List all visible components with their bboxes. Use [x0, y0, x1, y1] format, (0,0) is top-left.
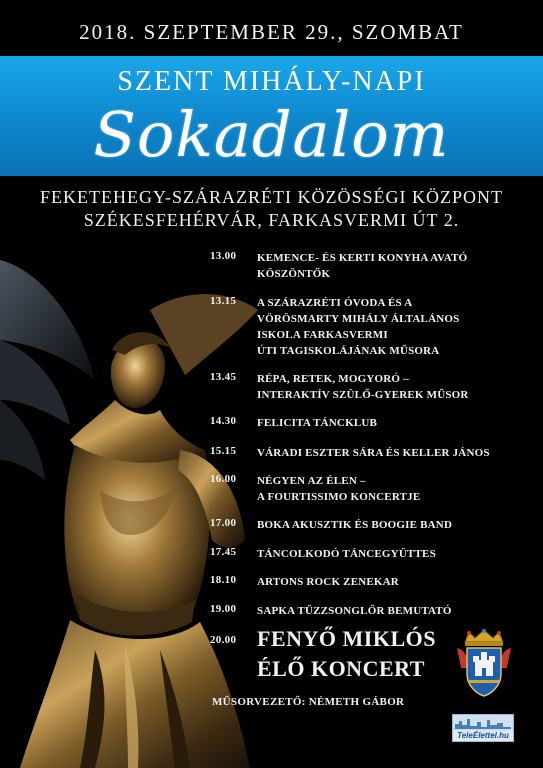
event-date: 2018. SZEPTEMBER 29., SZOMBAT: [79, 20, 464, 44]
venue-street: SZÉKESFEHÉRVÁR, FARKASVERMI ÚT 2.: [83, 210, 460, 230]
sponsor-logo: [452, 714, 514, 742]
schedule-description: [257, 445, 532, 461]
schedule-description: [257, 517, 532, 533]
title-banner: [0, 56, 543, 176]
schedule-line: NÉGYEN AZ ÉLEN –: [257, 475, 366, 487]
schedule-line: A SZÁRAZRÉTI ÓVODA ÉS A: [257, 297, 413, 309]
schedule-description: [257, 250, 532, 282]
venue-address: [0, 186, 543, 232]
event-title: Sokadalom: [93, 98, 450, 171]
schedule-time: 17.00: [210, 517, 237, 529]
schedule-line: SAPKA TŰZZSONGLŐR BEMUTATÓ: [257, 605, 452, 617]
venue-name: FEKETEHEGY-SZÁRAZRÉTI KÖZÖSSÉGI KÖZPONT: [40, 187, 503, 207]
schedule-line: TÁNCOLKODÓ TÁNCEGYÜTTES: [257, 548, 436, 560]
schedule-line: ISKOLA FARKASVERMI: [257, 329, 388, 341]
angel-statue-image: [0, 250, 260, 768]
skyline-icon: [453, 715, 513, 731]
schedule-line: ARTONS ROCK ZENEKAR: [257, 576, 399, 588]
schedule-time: 13.45: [210, 371, 237, 383]
schedule-time: 18.10: [210, 574, 237, 586]
schedule-description: [257, 295, 532, 359]
schedule-description: [257, 473, 532, 505]
schedule-line: FELICITA TÁNCKLUB: [257, 417, 378, 429]
host-credit: MŰSORVEZETŐ: NÉMETH GÁBOR: [212, 696, 405, 708]
schedule-time: 13.15: [210, 295, 237, 307]
schedule-time: 13.00: [210, 250, 237, 262]
coat-of-arms-icon: [455, 628, 513, 698]
schedule-line: RÉPA, RETEK, MOGYORÓ –: [257, 373, 409, 385]
schedule-line: INTERAKTÍV SZÜLŐ-GYEREK MŰSOR: [257, 389, 469, 401]
schedule-time: 14.30: [210, 415, 237, 427]
headliner-subtitle: ÉLŐ KONCERT: [257, 656, 425, 681]
schedule-description: [257, 603, 532, 619]
logo-text: TeleÉlettel.hu: [457, 731, 509, 740]
schedule-description: [257, 574, 532, 590]
event-subtitle: SZENT MIHÁLY-NAPI: [117, 66, 426, 97]
schedule-line: VÁRADI ESZTER SÁRA ÉS KELLER JÁNOS: [257, 447, 490, 459]
schedule-description: [257, 415, 532, 431]
schedule-line: ÚTI TAGISKOLÁJÁNAK MŰSORA: [257, 345, 440, 357]
headliner-name: FENYŐ MIKLÓS: [257, 626, 436, 651]
schedule-time: 20.00: [210, 634, 237, 646]
schedule-line: A FOURTISSIMO KONCERTJE: [257, 491, 421, 503]
schedule-time: 19.00: [210, 603, 237, 615]
schedule-line: VÖRÖSMARTY MIHÁLY ÁLTALÁNOS: [257, 313, 460, 325]
schedule-line: BOKA AKUSZTIK ÉS BOOGIE BAND: [257, 519, 453, 531]
schedule-description: [257, 371, 532, 403]
schedule-time: 17.45: [210, 546, 237, 558]
schedule-time: 15.15: [210, 445, 237, 457]
schedule-time: 16.00: [210, 473, 237, 485]
schedule-description: [257, 546, 532, 562]
schedule-line: KEMENCE- ÉS KERTI KONYHA AVATÓ: [257, 252, 468, 264]
schedule-line: KÖSZÖNTŐK: [257, 268, 331, 280]
